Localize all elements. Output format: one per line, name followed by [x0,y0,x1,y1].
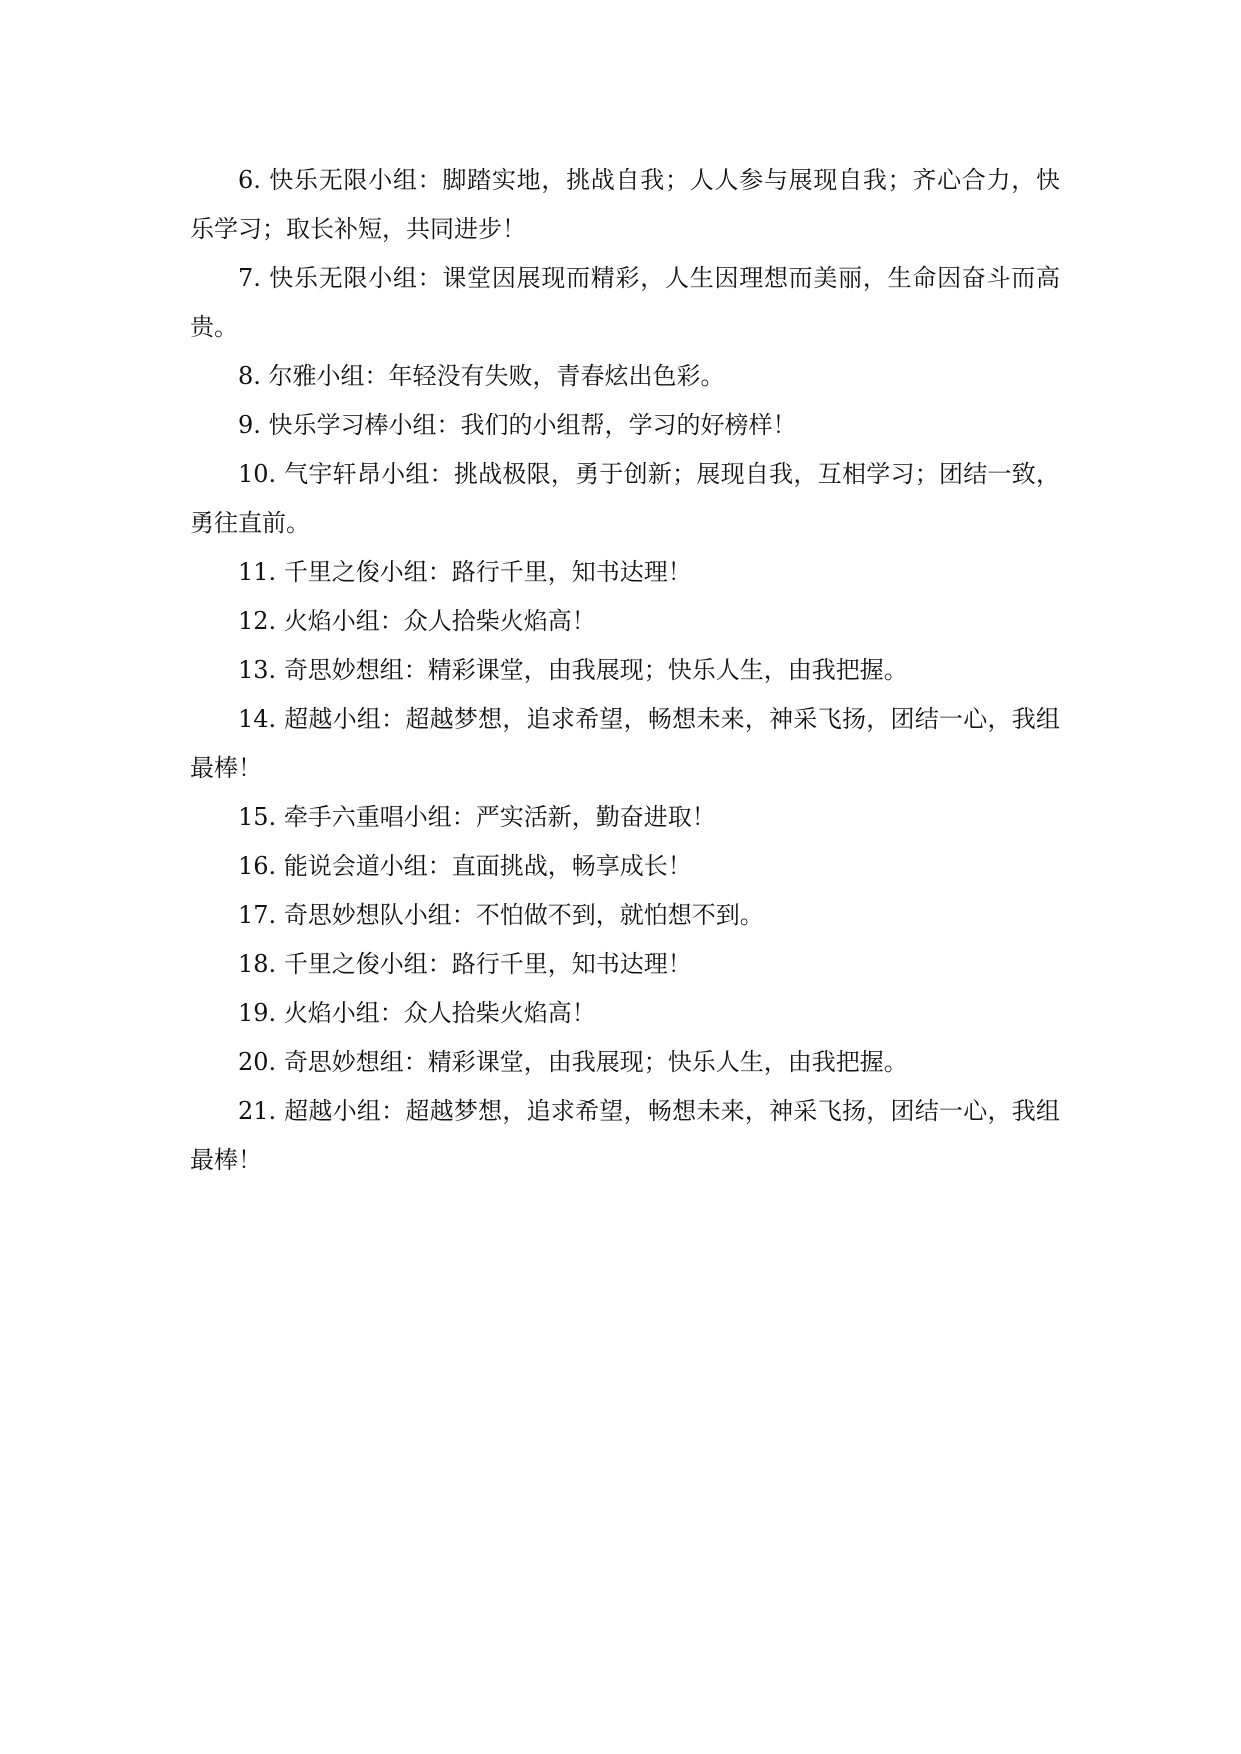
item-number: 6. [238,166,261,194]
item-number: 19. [238,999,277,1027]
item-text: 快乐学习棒小组：我们的小组帮，学习的好榜样！ [268,411,797,439]
list-item [190,891,1060,940]
item-number: 16. [238,852,277,880]
list-item [190,401,1060,450]
list-item [190,156,1060,254]
list-item [190,646,1060,695]
item-text: 火焰小组：众人拾柴火焰高！ [283,999,596,1027]
item-number: 21. [238,1097,277,1125]
list-item [190,254,1060,352]
item-number: 9. [238,411,261,439]
item-text: 火焰小组：众人拾柴火焰高！ [283,607,596,635]
list-item [190,450,1060,548]
list-item [190,597,1060,646]
list-item [190,548,1060,597]
item-text: 奇思妙想组：精彩课堂，由我展现；快乐人生，由我把握。 [283,656,908,684]
item-text: 超越小组：超越梦想，追求希望，畅想未来，神采飞扬，团结一心，我组最棒！ [190,705,1060,782]
item-text: 千里之俊小组：路行千里，知书达理！ [283,950,692,978]
list-item [190,352,1060,401]
item-number: 11. [238,558,277,586]
list-item [190,695,1060,793]
item-number: 13. [238,656,277,684]
item-text: 奇思妙想组：精彩课堂，由我展现；快乐人生，由我把握。 [283,1048,908,1076]
item-text: 牵手六重唱小组：严实活新，勤奋进取！ [283,803,716,831]
item-text: 千里之俊小组：路行千里，知书达理！ [283,558,692,586]
item-number: 8. [238,362,261,390]
item-number: 14. [238,705,277,733]
item-number: 12. [238,607,277,635]
list-item [190,989,1060,1038]
item-number: 18. [238,950,277,978]
list-item [190,940,1060,989]
list-item [190,842,1060,891]
item-number: 7. [238,264,261,292]
item-text: 尔雅小组：年轻没有失败，青春炫出色彩。 [268,362,725,390]
item-text: 气宇轩昂小组：挑战极限，勇于创新；展现自我，互相学习；团结一致，勇往直前。 [190,460,1060,537]
item-text: 超越小组：超越梦想，追求希望，畅想未来，神采飞扬，团结一心，我组最棒！ [190,1097,1060,1174]
item-number: 10. [238,460,277,488]
item-text: 快乐无限小组：脚踏实地，挑战自我；人人参与展现自我；齐心合力，快乐学习；取长补短，共同进步！ [190,166,1060,243]
list-item [190,1087,1060,1185]
item-text: 能说会道小组：直面挑战，畅享成长！ [283,852,692,880]
item-text: 快乐无限小组：课堂因展现而精彩，人生因理想而美丽，生命因奋斗而高贵。 [190,264,1060,341]
item-number: 15. [238,803,277,831]
list-item [190,1038,1060,1087]
item-number: 17. [238,901,277,929]
list-item [190,793,1060,842]
document-body [190,156,1060,1185]
item-number: 20. [238,1048,277,1076]
item-text: 奇思妙想队小组：不怕做不到，就怕想不到。 [283,901,764,929]
